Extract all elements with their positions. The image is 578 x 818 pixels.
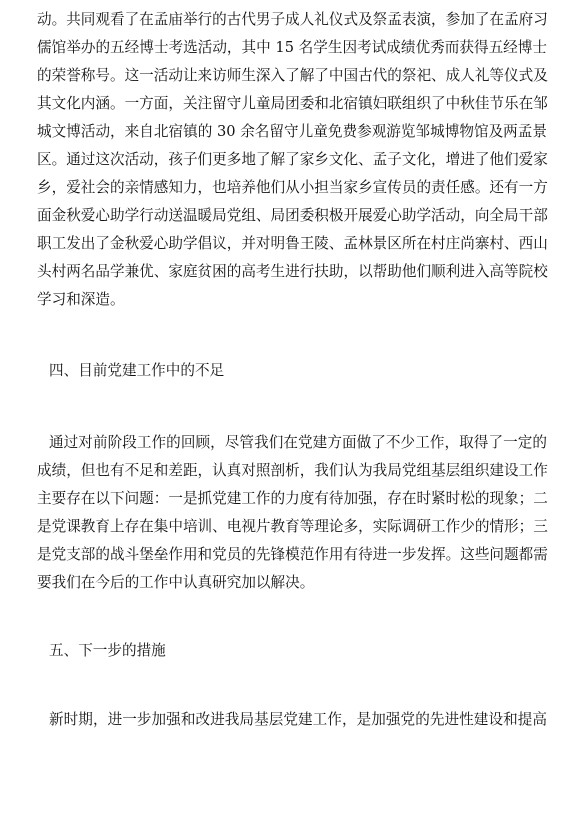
text-line: 职工发出了金秋爱心助学倡议，并对明鲁王陵、孟林景区所在村庄尚寨村、西山 — [37, 235, 548, 252]
text-line: 动。共同观看了在孟庙举行的古代男子成人礼仪式及祭孟表演，参加了在孟府习 — [37, 11, 548, 28]
text-line: 其文化内涵。一方面，关注留守儿童局团委和北宿镇妇联组织了中秋佳节乐在邹 — [37, 95, 548, 112]
paragraph-2 — [37, 429, 547, 597]
text-line: 主要存在以下问题：一是抓党建工作的力度有待加强，存在时紧时松的现象；二 — [37, 490, 548, 507]
text-line: 的荣誉称号。这一活动让来访师生深入了解了中国古代的祭祀、成人礼等仪式及 — [37, 67, 548, 84]
document-page — [37, 6, 547, 734]
text-line: 通过对前阶段工作的回顾，尽管我们在党建方面做了不少工作，取得了一定的 — [49, 434, 547, 451]
text-line: 学习和深造。 — [37, 291, 125, 308]
text-line: 乡，爱社会的亲情感知力，也培养他们从小担当家乡宣传员的责任感。还有一方 — [37, 179, 548, 196]
section-heading-4: 四、目前党建工作中的不足 — [49, 362, 225, 379]
text-line: 城文博活动，来自北宿镇的 30 余名留守儿童免费参观游览邹城博物馆及两孟景 — [37, 123, 547, 140]
text-line: 区。通过这次活动，孩子们更多地了解了家乡文化、孟子文化，增进了他们爱家 — [37, 151, 548, 168]
paragraph-3 — [37, 706, 547, 734]
section-heading-5: 五、下一步的措施 — [49, 642, 166, 659]
text-line: 是党支部的战斗堡垒作用和党员的先锋模范作用有待进一步发挥。这些问题都需 — [37, 546, 548, 563]
text-line: 成绩，但也有不足和差距，认真对照剖析，我们认为我局党组基层组织建设工作 — [37, 462, 548, 479]
text-line: 要我们在今后的工作中认真研究加以解决。 — [37, 574, 315, 591]
text-line: 新时期，进一步加强和改进我局基层党建工作，是加强党的先进性建设和提高 — [49, 711, 547, 728]
text-line: 儒馆举办的五经博士考选活动，其中 15 名学生因考试成绩优秀而获得五经博士 — [37, 39, 547, 56]
text-line: 是党课教育上存在集中培训、电视片教育等理论多，实际调研工作少的情形；三 — [37, 518, 548, 535]
paragraph-1 — [37, 6, 547, 314]
text-line: 头村两名品学兼优、家庭贫困的高考生进行扶助，以帮助他们顺利进入高等院校 — [37, 263, 548, 280]
text-line: 面金秋爱心助学行动送温暖局党组、局团委积极开展爱心助学活动，向全局干部 — [37, 207, 548, 224]
